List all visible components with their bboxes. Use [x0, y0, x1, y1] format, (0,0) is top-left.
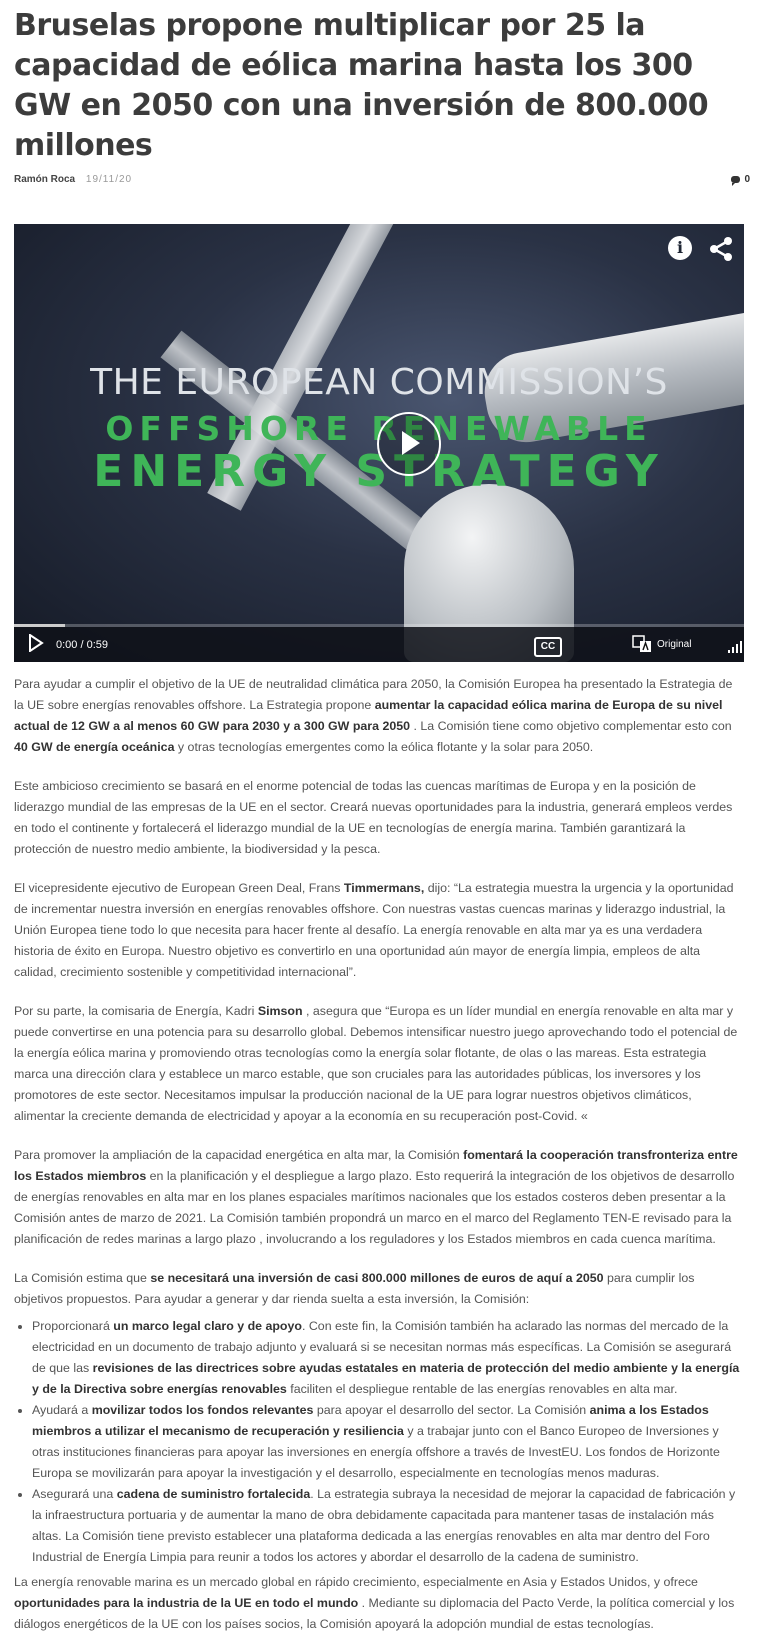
- list-item: [32, 1316, 744, 1400]
- bold-text: fomentará la cooperación transfronteriza entre los Estados miembros: [14, 1148, 738, 1183]
- video-title-line2: OFFSHORE RENEWABLE: [105, 409, 653, 448]
- info-icon[interactable]: i: [668, 236, 692, 260]
- text: y otras tecnologías emergentes como la eólica flotante y la solar para 2050.: [174, 740, 594, 754]
- paragraph-2: Este ambicioso crecimiento se basará en el enorme potencial de todas las cuencas marítimas de Europa y en la posición de liderazgo mundial de las empresas de la UE en el sector. Creará nuevas oportunidades para la industria, generará empleos verdes en todo el continente y fortalecerá el liderazgo mundial de la UE en tecnologías de energía marina. También garantizará la protección de nuestro medio ambiente, la biodiversidad y la pesca.: [14, 779, 733, 856]
- author-link[interactable]: Ramón Roca: [14, 174, 76, 185]
- paragraph-5: [14, 1145, 744, 1250]
- bold-text: revisiones de las directrices sobre ayudas estatales en materia de protección del medio ambiente y la energía y de la Directiva sobre energías renovables: [32, 1361, 740, 1396]
- bold-text: se necesitará una inversión de casi 800.000 millones de euros de aquí a 2050: [150, 1271, 604, 1285]
- publish-date: 19/11/20: [85, 174, 133, 185]
- text: , asegura que “Europa es un líder mundial en energía renovable en alta mar y puede convertirse en una potencia para su desarrollo global. Debemos intensificar nuestro juego aprovechando todo el potencial de la energía eólica marina y promoviendo otras tecnologías como la energía solar flotante, de olas o las mareas. Esta estrategia marca una dirección clara y establece un marco estable, que son cruciales para las autoridades públicas, los inversores y los promotores de este sector. Necesitamos impulsar la producción nacional de la UE para lograr nuestros objetivos climáticos, alimentar la creciente demanda de electricidad y apoyar a la economía en su recuperación post-Covid. «: [14, 1004, 738, 1123]
- bold-text: Simson: [257, 1004, 303, 1018]
- paragraph-1: [14, 674, 744, 758]
- paragraph-3: [14, 878, 744, 983]
- text: . Con este fin, la Comisión también ha aclarado las normas del mercado de la electricidad en un documento de trabajo adjunto y evaluará si se necesitan normas más específicas. La Comisión se asegurará de que las: [32, 1319, 732, 1375]
- bold-text: Timmermans,: [343, 881, 425, 895]
- comments-link[interactable]: [731, 174, 750, 185]
- video-title-line1: THE EUROPEAN COMMISSION’S: [90, 362, 668, 403]
- bold-text: anima a los Estados miembros a utilizar el mecanismo de recuperación y resiliencia: [32, 1403, 709, 1438]
- measures-list: [14, 1316, 744, 1568]
- captions-button[interactable]: CC: [534, 637, 562, 657]
- text: . La estrategia subraya la necesidad de mejorar la capacidad de fabricación y la infraestructura portuaria y de aumentar la mano de obra debidamente capacitada para mantener tasas de instalación más altas. La Comisión tiene previsto establecer una plataforma dedicada a las energías renovables en alta mar dentro del Foro Industrial de Energía Limpia para reunir a todos los actores y abordar el desarrollo de la cadena de suministro.: [32, 1487, 736, 1564]
- text: Para promover la ampliación de la capacidad energética en alta mar, la Comisión: [14, 1148, 464, 1162]
- text: Ayudará a: [32, 1403, 92, 1417]
- bold-text: movilizar todos los fondos relevantes: [91, 1403, 314, 1417]
- text: para apoyar el desarrollo del sector. La Comisión: [313, 1403, 590, 1417]
- time-total: 0:59: [86, 639, 109, 651]
- bold-text: aumentar la capacidad eólica marina de Europa de su nivel actual de 12 GW a al menos 60 GW para 2030 y a 300 GW para 2050: [14, 698, 723, 733]
- bold-text: 40 GW de energía oceánica: [14, 740, 175, 754]
- video-title-line3: ENERGY STRATEGY: [93, 446, 665, 497]
- audio-language-icon[interactable]: [632, 635, 652, 653]
- text: . Mediante su diplomacia del Pacto Verde, la política comercial y los diálogos energéticos de la UE con los países socios, la Comisión apoyará la adopción mundial de estas tecnologías.: [14, 1596, 735, 1631]
- bold-text: un marco legal claro y de apoyo: [113, 1319, 302, 1333]
- paragraph-4: [14, 1001, 744, 1127]
- article-title: Bruselas propone multiplicar por 25 la capacidad de eólica marina hasta los 300 GW en 2050 con una inversión de 800.000 millones: [14, 8, 709, 163]
- comment-icon: [731, 176, 740, 183]
- text: La energía renovable marina es un mercado global en rápido crecimiento, especialmente en Asia y Estados Unidos, y ofrece: [14, 1575, 698, 1589]
- list-item: [32, 1484, 744, 1568]
- bold-text: cadena de suministro fortalecida: [116, 1487, 311, 1501]
- article-container: [14, 0, 756, 1635]
- play-button[interactable]: [377, 412, 441, 476]
- text: faciliten el despliegue rentable de las energías renovables en alta mar.: [286, 1382, 678, 1396]
- share-icon[interactable]: [708, 236, 734, 262]
- list-item: [32, 1400, 744, 1484]
- article-body: [14, 674, 744, 1635]
- video-controls: [14, 627, 744, 662]
- text: para cumplir los objetivos propuestos. Para ayudar a generar y dar rienda suelta a esta inversión, la Comisión:: [14, 1271, 695, 1306]
- paragraph-7: [14, 1572, 744, 1635]
- text: y a trabajar junto con el Banco Europeo de Inversiones y otras instituciones financieras para apoyar las inversiones en energía offshore a través de InvestEU. Los fondos de Horizonte Europa se movilizarán para apoyar la investigación y el desarrollo, especialmente en tecnologías menos maduras.: [32, 1424, 720, 1480]
- video-player[interactable]: [14, 224, 744, 662]
- bold-text: oportunidades para la industria de la UE en todo el mundo: [14, 1596, 359, 1610]
- text: El vicepresidente ejecutivo de European Green Deal, Frans: [14, 881, 344, 895]
- play-icon: [28, 634, 44, 652]
- text: Proporcionará: [32, 1319, 114, 1333]
- quality-icon[interactable]: [728, 641, 742, 653]
- text: La Comisión estima que: [14, 1271, 151, 1285]
- time-current: 0:00: [56, 639, 78, 651]
- text: dijo: “La estrategia muestra la urgencia y la oportunidad de incrementar nuestra inversión en energías renovables offshore. Con nuestras vastas cuencas marinas y liderazgo industrial, la Unión Europea tiene todo lo que necesita para hacer frente al desafío. La energía renovable en alta mar ya es una verdadera historia de éxito en Europa. Nuestro objetivo es convertirlo en una oportunidad aún mayor de energía limpia, empleos de alta calidad, crecimiento sostenible y competitividad internacional”.: [14, 881, 734, 979]
- article-meta: [14, 174, 756, 194]
- video-time: [56, 639, 108, 651]
- audio-track-label[interactable]: Original: [657, 639, 692, 650]
- time-separator: /: [80, 639, 84, 651]
- text: en la planificación y el despliegue a largo plazo. Esto requerirá la integración de los objetivos de desarrollo de energías renovables en alta mar en los planes espaciales marítimos nacionales que los estados costeros deben presentar a la Comisión antes de marzo de 2021. La Comisión también propondrá un marco en el marco del Reglamento TEN-E revisado para la planificación de redes marinas a largo plazo , involucrando a los reguladores y los Estados miembros en cada cuenca marítima.: [14, 1169, 735, 1246]
- comments-count: 0: [744, 174, 750, 185]
- text: Por su parte, la comisaria de Energía, Kadri: [14, 1004, 258, 1018]
- text: . La Comisión tiene como objetivo complementar esto con: [410, 719, 732, 733]
- text: Para ayudar a cumplir el objetivo de la UE de neutralidad climática para 2050, la Comisión Europea ha presentado la Estrategia de la UE sobre energías renovables offshore. La Estrategia propone: [14, 677, 733, 712]
- paragraph-6: [14, 1268, 744, 1310]
- text: Asegurará una: [32, 1487, 117, 1501]
